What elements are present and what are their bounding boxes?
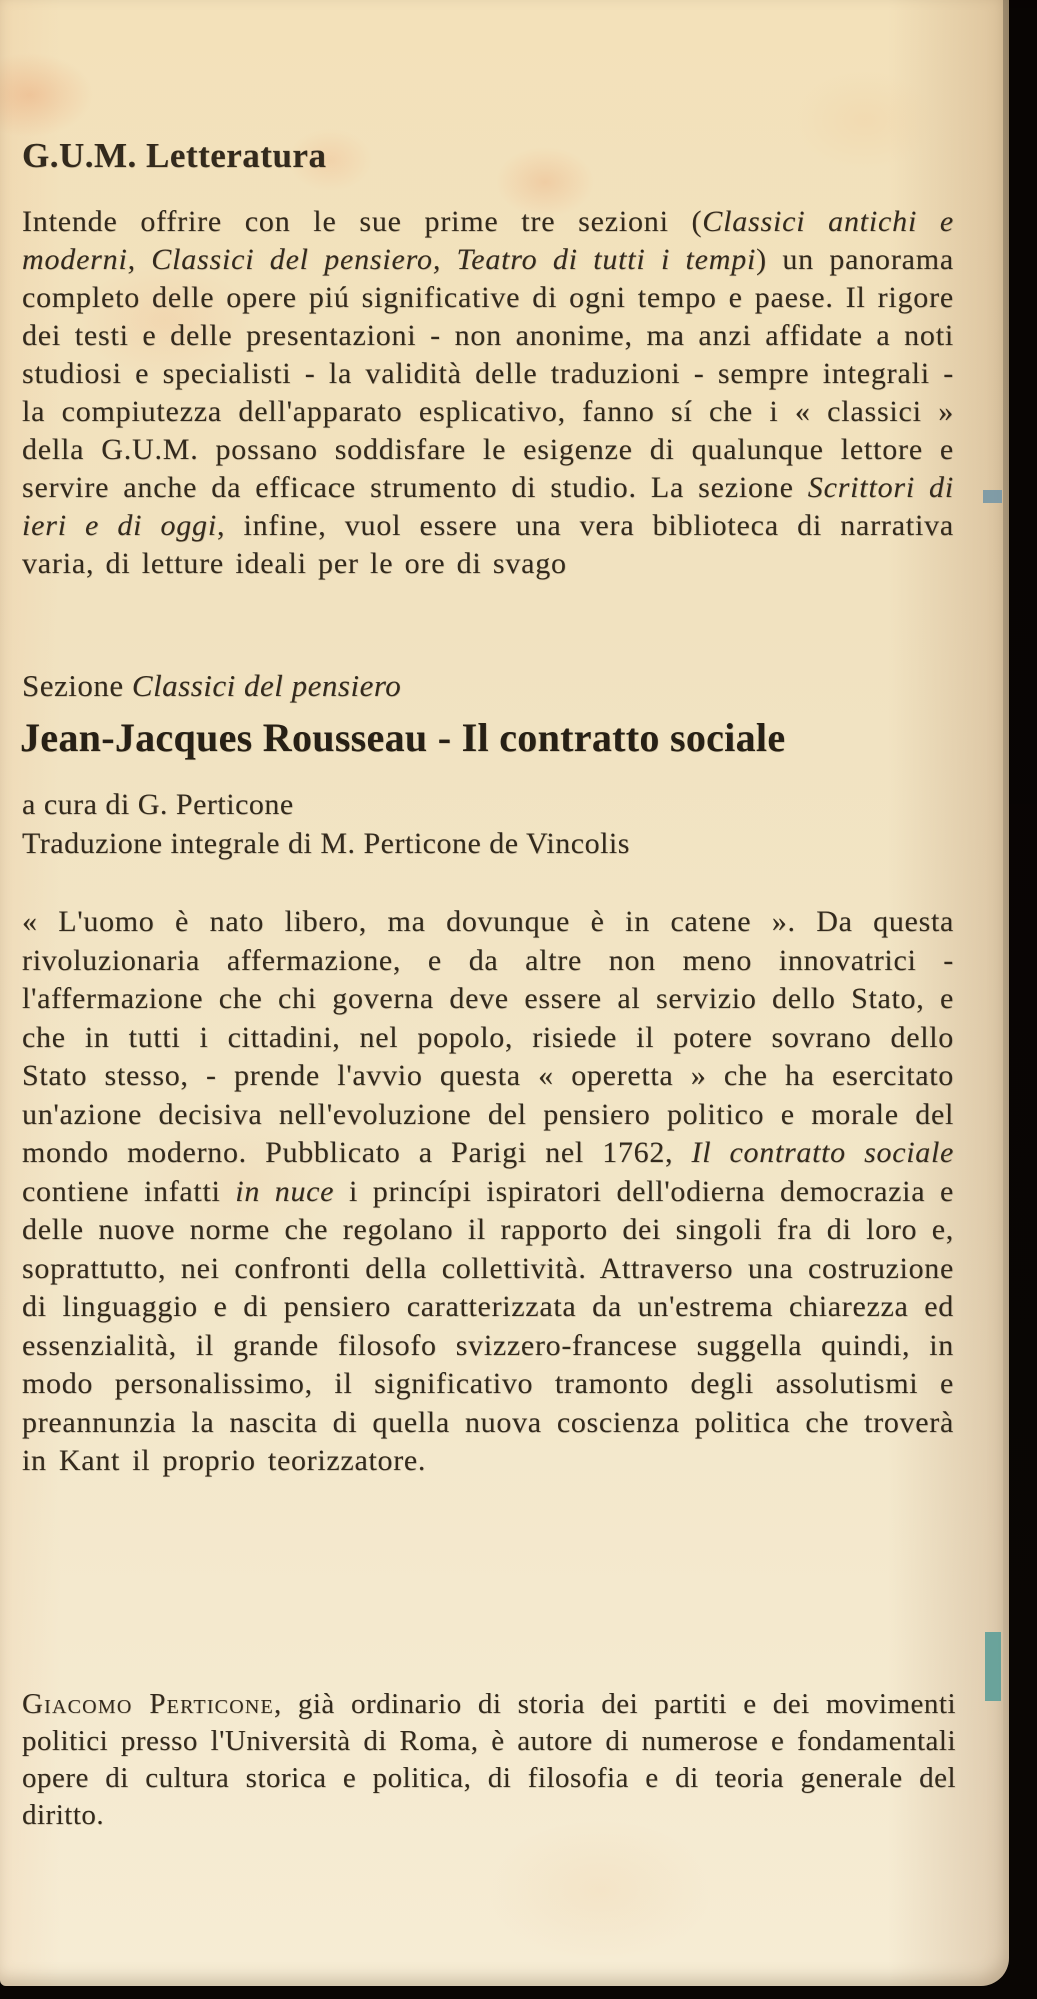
section-name: Classici del pensiero <box>131 668 402 703</box>
series-description: Intende offrire con le sue prime tre sezioni (Classici antichi e moderni, Classici del pensiero, Teatro di tutti i tempi) un panorama completo delle opere piú significative di ogni tempo e paese. Il rigore dei testi e delle presentazioni - non anonime, ma anzi affidate a noti studiosi e specialisti - la validità delle traduzioni - sempre integrali - la compiutezza dell'apparato esplicativo, fanno sí che i « classici » della G.U.M. possano soddisfare le esigenze di qualunque lettore e servire anche da efficace strumento di studio. La sezione Scrittori di ieri e di oggi, infine, vuol essere una vera biblioteca di narrativa varia, di letture ideali per le ore di svago <box>22 205 954 580</box>
editor-credit: a cura di G. Perticone <box>22 788 294 821</box>
translator-credit: Traduzione integrale di M. Perticone de Vincolis <box>22 827 630 860</box>
book-title: Jean-Jacques Rousseau - Il contratto sociale <box>20 715 786 760</box>
section-label: Sezione <box>22 668 132 703</box>
author-bio: Giacomo Perticone, già ordinario di storia dei partiti e dei movimenti politici presso l'Università di Roma, è autore di numerose e fondamentali opere di cultura storica e politica, di filosofia e di teoria generale del diritto. <box>22 1688 957 1831</box>
teal-ink-mark <box>985 1632 1001 1701</box>
book-blurb: « L'uomo è nato libero, ma dovunque è in catene ». Da questa rivoluzionaria affermazione, e da altre non meno innovatrici - l'affermazione che chi governa deve essere al servizio dello Stato, e che in tutti i cittadini, nel popolo, risiede il potere sovrano dello Stato stesso, - prende l'avvio questa « operetta » che ha esercitato un'azione decisiva nell'evoluzione del pensiero politico e morale del mondo moderno. Pubblicato a Parigi nel 1762, Il contratto sociale contiene infatti in nuce i princípi ispiratori dell'odierna democrazia e delle nuove norme che regolano il rapporto dei singoli fra di loro e, soprattutto, nei confronti della collettività. Attraverso una costruzione di linguaggio e di pensiero caratterizzata da un'estrema chiarezza ed essenzialità, il grande filosofo svizzero-francese suggella quindi, in modo personalissimo, il significativo tramonto degli assolutismi e preannunzia la nascita di quella nuova coscienza politica che troverà in Kant il proprio teorizzatore. <box>22 905 955 1477</box>
imprint-title: G.U.M. Letteratura <box>22 136 327 175</box>
small-blue-ink-mark <box>983 490 1002 503</box>
section-line <box>22 668 401 704</box>
